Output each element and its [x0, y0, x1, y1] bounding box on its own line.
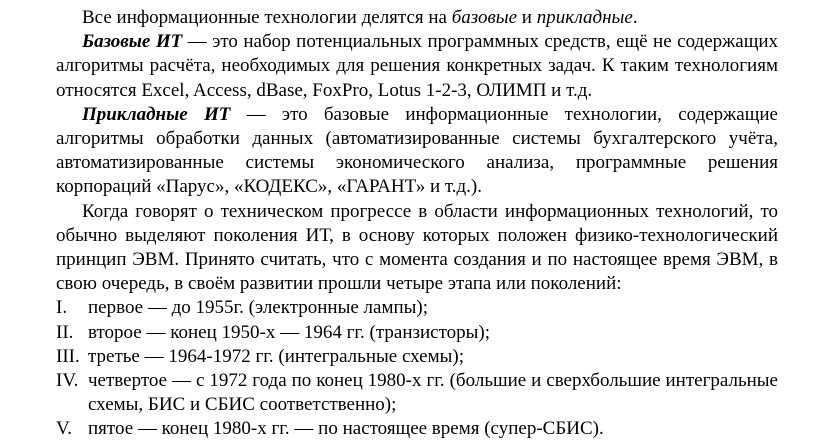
term-basic: базовые: [451, 7, 518, 28]
applied-it-text: — это базовые информационные технологии, содержащие алгоритмы обработки данных (автоматизированные системы бухгалтерского учёта, автоматизированные системы экономического анализа, программные решения корпораций «Парус», «КОДЕКС», «ГАРАНТ» и т.д.).: [56, 103, 778, 198]
basic-it-term: Базовые ИТ: [82, 31, 183, 53]
list-item-text: третье — 1964-1972 гг. (интегральные схемы);: [88, 345, 464, 367]
basic-it-paragraph: [56, 30, 778, 103]
list-item-number: II.: [56, 321, 74, 343]
list-item: [56, 345, 778, 369]
applied-it-term: Прикладные ИТ: [82, 103, 231, 125]
term-applied: прикладные: [536, 7, 633, 28]
list-item-text: второе — конец 1950-х — 1964 гг. (транзисторы);: [88, 321, 491, 343]
list-item-number: I.: [56, 297, 68, 319]
list-item-number: IV.: [56, 370, 79, 392]
list-item-number: V.: [56, 418, 73, 440]
intro-conj: и: [517, 7, 537, 28]
generations-list: [56, 296, 778, 441]
list-item: [56, 321, 778, 345]
basic-it-text: — это набор потенциальных программных средств, ещё не содержащих алгоритмы расчёта, необходимых для решения конкретных задач. К таким технологиям относятся Excel, Access, dBase, FoxPro, Lotus 1-2-3, ОЛИМП и т.д.: [56, 31, 778, 101]
applied-it-paragraph: [56, 103, 778, 200]
document-page: [56, 6, 778, 442]
list-item: [56, 296, 778, 320]
list-item-number: III.: [56, 345, 80, 367]
list-item-text: четвертое — с 1972 года по конец 1980-х гг. (большие и сверхбольшие интегральные схемы, БИС и СБИС соответственно);: [88, 370, 778, 416]
list-item: [56, 417, 778, 441]
list-item-text: первое — до 1955г. (электронные лампы);: [88, 297, 429, 319]
list-item-text: пятое — конец 1980-х гг. — по настоящее время (супер-СБИС).: [88, 418, 604, 440]
intro-paragraph: [56, 6, 778, 30]
intro-lead: Все информационные технологии делятся на: [82, 7, 452, 28]
list-item: [56, 369, 778, 417]
progress-paragraph: Когда говорят о техническом прогрессе в области информационных технологий, то обычно выделяют поколения ИТ, в основу которых положен физико-технологический принцип ЭВМ. Принято считать, что с момента создания и по настоящее время ЭВМ, в свою очередь, в своём развитии прошли четыре этапа или поколений:: [56, 200, 778, 295]
intro-end: .: [632, 7, 638, 28]
